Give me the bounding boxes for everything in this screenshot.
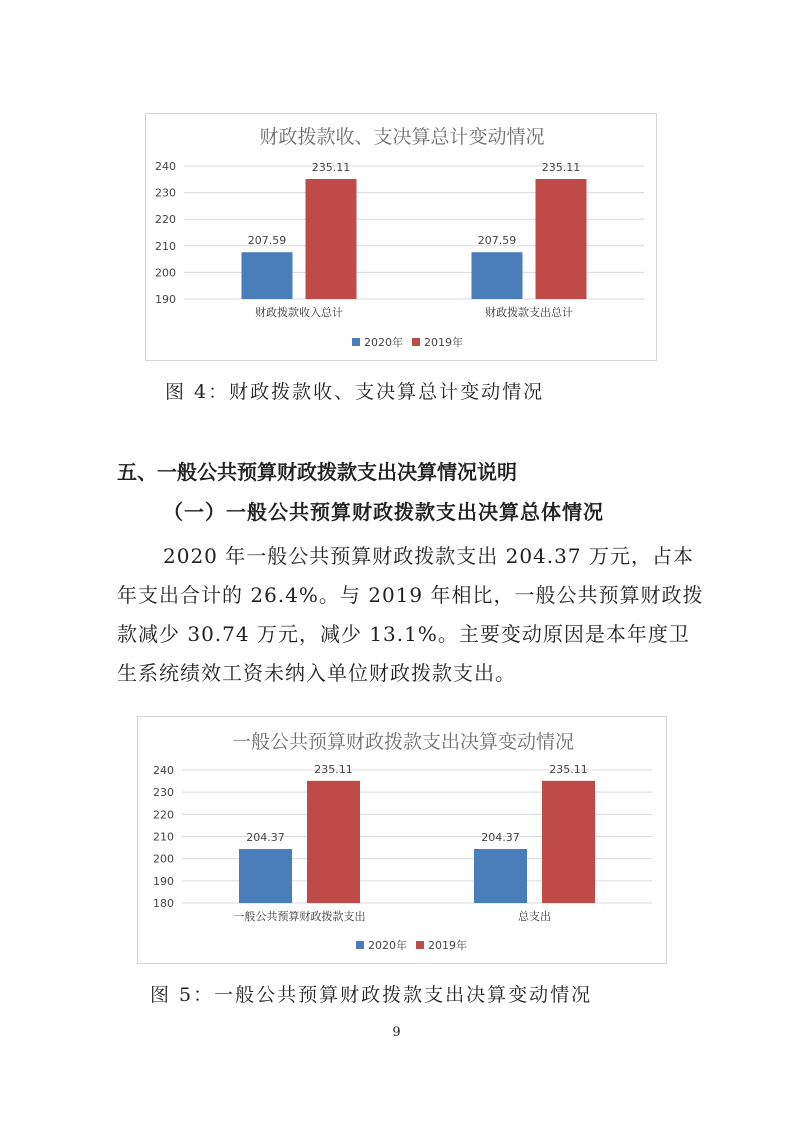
- y-tick-label: 200: [153, 852, 174, 866]
- data-label: 207.59: [477, 234, 517, 248]
- bar: [242, 252, 293, 299]
- y-tick-label: 230: [153, 786, 174, 800]
- data-label: 235.11: [311, 161, 351, 175]
- paragraph-line: 款减少 30.74 万元，减少 13.1%。主要变动原因是本年度卫: [117, 622, 690, 646]
- x-category-label: 总支出: [518, 910, 551, 923]
- bar: [542, 781, 595, 903]
- bar: [474, 849, 527, 903]
- data-label: 235.11: [541, 161, 581, 175]
- bar: [307, 781, 360, 903]
- y-tick-label: 180: [153, 897, 174, 910]
- legend-label: 2019年: [428, 939, 467, 952]
- data-label: 235.11: [549, 762, 588, 776]
- y-tick-label: 240: [153, 764, 174, 777]
- paragraph-line: 2020 年一般公共预算财政拨款支出 204.37 万元，占本: [163, 544, 694, 568]
- data-label: 204.37: [481, 830, 520, 844]
- legend-label: 2020年: [368, 939, 407, 952]
- section-subheading: （一）一般公共预算财政拨款支出决算总体情况: [163, 500, 604, 524]
- legend-swatch: [412, 338, 420, 346]
- y-tick-label: 190: [155, 293, 176, 306]
- legend-label: 2020年: [364, 336, 403, 349]
- y-tick-label: 230: [155, 186, 176, 200]
- paragraph-line: 生系统绩效工资未纳入单位财政拨款支出。: [117, 661, 516, 685]
- y-tick-label: 210: [153, 830, 174, 844]
- y-tick-label: 220: [153, 808, 174, 822]
- chart-title: 财政拨款收、支决算总计变动情况: [259, 126, 545, 148]
- y-tick-label: 210: [155, 239, 176, 253]
- x-category-label: 一般公共预算财政拨款支出: [233, 910, 366, 923]
- chart-general-budget-expenditure: [137, 716, 667, 964]
- y-tick-label: 220: [155, 213, 176, 227]
- y-tick-label: 190: [153, 874, 174, 888]
- y-tick-label: 240: [155, 160, 176, 173]
- figure-caption: 图 5：一般公共预算财政拨款支出决算变动情况: [150, 984, 593, 1006]
- bar: [239, 849, 292, 903]
- x-category-label: 财政拨款收入总计: [255, 306, 343, 319]
- page-number: 9: [392, 1025, 401, 1040]
- x-category-label: 财政拨款支出总计: [485, 306, 573, 319]
- section-heading: 五、一般公共预算财政拨款支出决算情况说明: [117, 460, 517, 484]
- legend-label: 2019年: [424, 336, 463, 349]
- y-tick-label: 200: [155, 266, 176, 280]
- chart-svg: [146, 114, 658, 362]
- chart-svg: [138, 717, 668, 965]
- bar: [306, 179, 357, 299]
- legend-swatch: [416, 941, 424, 949]
- figure-caption: 图 4：财政拨款收、支决算总计变动情况: [165, 381, 545, 403]
- bar: [536, 179, 587, 299]
- data-label: 235.11: [314, 762, 353, 776]
- data-label: 204.37: [246, 830, 285, 844]
- bar: [472, 252, 523, 299]
- legend-swatch: [352, 338, 360, 346]
- data-label: 207.59: [247, 234, 287, 248]
- legend-swatch: [356, 941, 364, 949]
- paragraph-line: 年支出合计的 26.4%。与 2019 年相比，一般公共预算财政拨: [117, 583, 704, 607]
- chart-financial-allocation-totals: [145, 113, 657, 361]
- chart-title: 一般公共预算财政拨款支出决算变动情况: [231, 731, 575, 753]
